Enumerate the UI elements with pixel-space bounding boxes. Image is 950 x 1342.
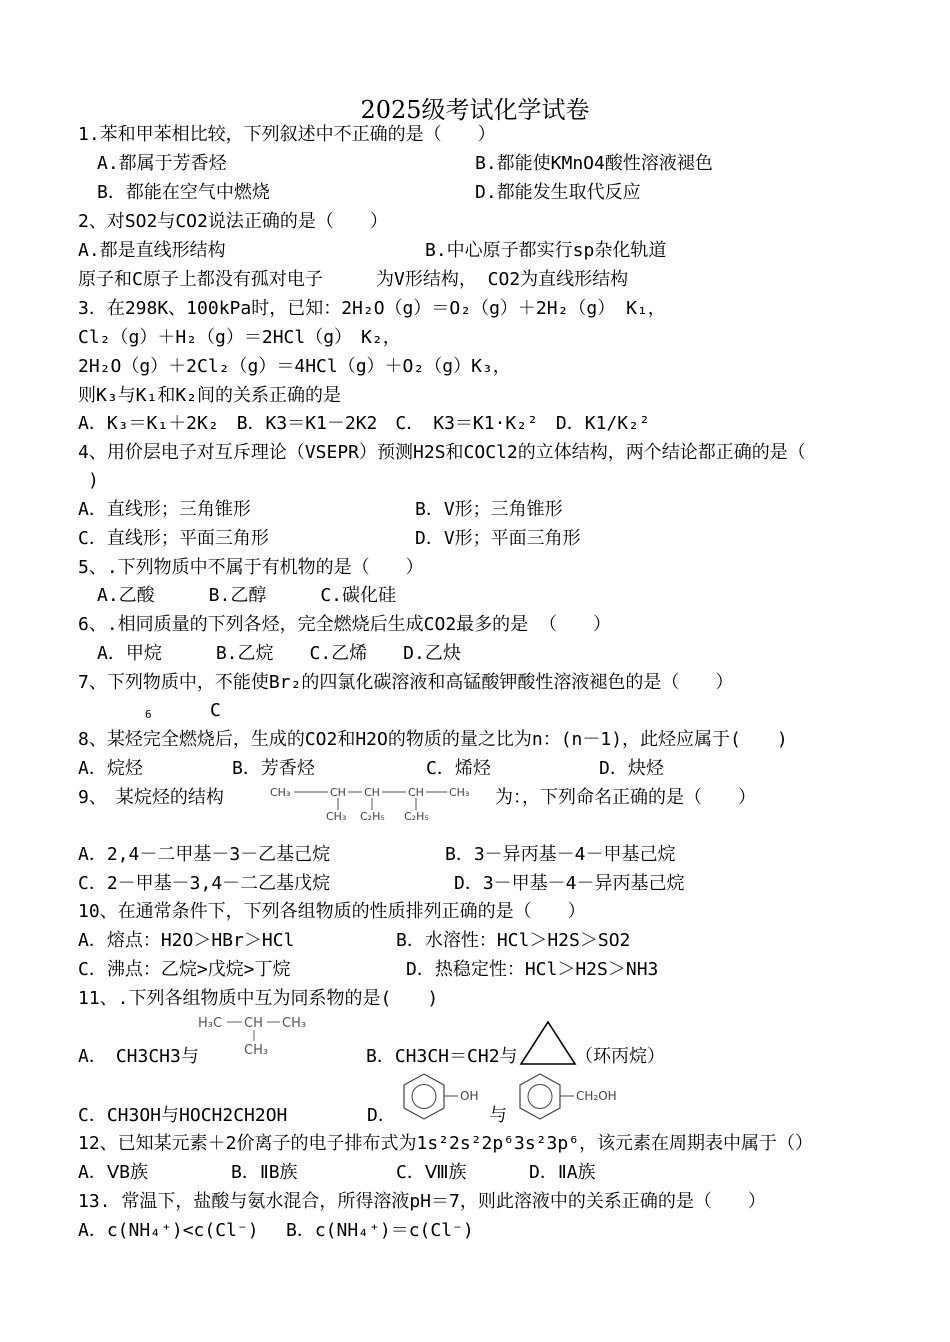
question-9-option-b: B．3－异丙基－4－甲基己烷 — [445, 844, 676, 865]
question-9-stem-pre: 9、 某烷烃的结构 — [78, 787, 224, 808]
question-10-option-a: A．熔点：H2O＞HBr＞HCl — [78, 930, 295, 951]
question-7-fragment-6: 6 — [145, 708, 152, 721]
question-9-option-c: C．2－甲基－3,4－二乙基戊烷 — [78, 873, 331, 894]
question-3-stem: 3．在298K、100kPa时，已知：2H₂O（g）＝O₂（g）＋2H₂（g） K₁， — [78, 298, 666, 319]
question-12-stem: 12、已知某元素＋2价离子的电子排布式为1s²2s²2p⁶3s²3p⁶，该元素在周期表中属于（） — [78, 1133, 814, 1154]
question-2-stem: 2、对SO2与CO2说法正确的是（ ） — [78, 211, 388, 232]
question-4-option-a: A．直线形；三角锥形 — [78, 499, 251, 520]
question-7-stem: 7、下列物质中，不能使Br₂的四氯化碳溶液和高锰酸钾酸性溶液褪色的是（ ） — [78, 672, 734, 693]
question-2-option-b: B.中心原子都实行sp杂化轨道 — [425, 240, 667, 261]
structure-branch-c2h5-2: C₂H₅ — [404, 810, 429, 823]
question-9-stem-post: 为：，下列命名正确的是（ ） — [495, 787, 756, 808]
question-11-option-d-mid: 与 — [489, 1105, 507, 1126]
question-5-options: A.乙酸 B.乙醇 C.碳化硅 — [97, 585, 397, 606]
question-9-option-a: A．2,4－二甲基－3－乙基己烷 — [78, 844, 331, 865]
question-1-stem: 1.苯和甲苯相比较，下列叙述中不正确的是（ ） — [78, 124, 496, 145]
question-7-fragment-c: C — [210, 700, 221, 721]
question-12-option-b: B．ⅡB族 — [231, 1162, 298, 1183]
question-4-option-b: B．V形；三角锥形 — [415, 499, 563, 520]
structure-branch-c2h5-1: C₂H₅ — [360, 810, 385, 823]
question-12-option-a: A．ⅤB族 — [78, 1162, 148, 1183]
isobutane-ch: CH — [244, 1016, 263, 1031]
question-11-option-b-note: （环丙烷） — [575, 1046, 665, 1067]
question-3-options: A．K₃＝K₁＋2K₂ B．K3＝K1－2K2 C． K3＝K1·K₂² D．K1/K₂² — [78, 413, 650, 434]
question-13-option-b: B．c(NH₄⁺)＝c(Cl⁻) — [286, 1220, 474, 1241]
question-11-stem: 11、.下列各组物质中互为同系物的是( ) — [78, 988, 439, 1009]
question-8-option-d: D．炔烃 — [599, 758, 664, 779]
question-10-option-b: B．水溶性：HCl＞H2S＞SO2 — [396, 930, 631, 951]
question-1-option-a: A.都属于芳香烃 — [97, 153, 227, 174]
question-3-equation-3: 2H₂O（g）＋2Cl₂（g）＝4HCl（g）＋O₂（g）K₃， — [78, 356, 511, 377]
question-2-option-d: 为V形结构， CO2为直线形结构 — [376, 269, 629, 290]
question-6-stem: 6、.相同质量的下列各烃，完全燃烧后生成CO2最多的是 （ ） — [78, 614, 612, 635]
structure-branch-ch3: CH₃ — [326, 810, 347, 823]
question-2-option-c: 原子和C原子上都没有孤对电子 — [78, 269, 323, 290]
benzyl-alcohol-structure — [514, 1071, 634, 1123]
question-11-option-d: D． — [367, 1105, 396, 1126]
question-2-option-a: A.都是直线形结构 — [78, 240, 226, 261]
question-8-option-c: C．烯烃 — [426, 758, 491, 779]
question-4-option-d: D．V形；平面三角形 — [415, 528, 581, 549]
phenol-oh-label: OH — [460, 1089, 479, 1103]
question-12-option-c: C．Ⅷ族 — [396, 1162, 467, 1183]
question-6-options: A．甲烷 B.乙烷 C.乙烯 D.乙炔 — [97, 643, 461, 664]
structure-ch-3: CH — [408, 786, 424, 799]
isobutane-ch3: CH₃ — [282, 1016, 307, 1031]
isobutane-structure — [196, 1010, 326, 1060]
page-title: 2025级考试化学试卷 — [360, 96, 590, 124]
question-1-option-c: B．都能在空气中燃烧 — [97, 182, 270, 203]
question-11-option-a: A． CH3CH3与 — [78, 1046, 199, 1067]
question-10-option-d: D．热稳定性：HCl＞H2S＞NH3 — [406, 959, 659, 980]
question-10-stem: 10、在通常条件下，下列各组物质的性质排列正确的是（ ） — [78, 901, 586, 922]
question-13-stem: 13. 常温下，盐酸与氨水混合，所得溶液pH＝7，则此溶液中的关系正确的是（ ） — [78, 1191, 766, 1212]
question-13-option-a: A．c(NH₄⁺)<c(Cl⁻) — [78, 1220, 259, 1241]
question-11-option-b: B．CH3CH＝CH2与 — [366, 1046, 518, 1067]
question-11-option-c: C．CH3OH与HOCH2CH2OH — [78, 1105, 288, 1126]
question-1-option-b: B.都能使KMnO4酸性溶液褪色 — [475, 153, 713, 174]
question-5-stem: 5、.下列物质中不属于有机物的是（ ） — [78, 557, 424, 578]
question-12-option-d: D．ⅡA族 — [529, 1162, 596, 1183]
question-8-option-b: B．芳香烃 — [232, 758, 315, 779]
question-10-option-c: C．沸点：乙烷>戊烷>丁烷 — [78, 959, 291, 980]
question-1-option-d: D.都能发生取代反应 — [475, 182, 641, 203]
isobutane-h3c: H₃C — [198, 1016, 223, 1031]
question-3-ask: 则K₃与K₁和K₂间的关系正确的是 — [78, 385, 342, 406]
cyclopropane-structure — [518, 1019, 578, 1067]
question-9-option-d: D．3－甲基－4－异丙基己烷 — [454, 873, 685, 894]
phenol-structure — [398, 1071, 493, 1123]
benzyl-ch2oh-label: CH₂OH — [576, 1089, 617, 1103]
question-8-stem: 8、某烃完全燃烧后，生成的CO2和H2O的物质的量之比为n：(n－1)，此烃应属于( ) — [78, 729, 788, 750]
structure-ch3-left: CH₃ — [270, 786, 291, 799]
question-4-option-c: C．直线形；平面三角形 — [78, 528, 269, 549]
question-4-stem: 4、用价层电子对互斥理论（VSEPR）预测H2S和COCl2的立体结构，两个结论都正确的是（ — [78, 442, 806, 463]
isobutane-ch3-bottom: CH₃ — [244, 1043, 269, 1058]
question-3-equation-2: Cl₂（g）＋H₂（g）＝2HCl（g） K₂， — [78, 327, 401, 348]
structure-ch-2: CH — [364, 786, 380, 799]
structure-ch3-right: CH₃ — [449, 786, 470, 799]
question-8-option-a: A．烷烃 — [78, 758, 143, 779]
question-9-structure — [268, 782, 483, 824]
question-4-stem-cont: ) — [88, 470, 99, 491]
structure-ch-1: CH — [330, 786, 346, 799]
